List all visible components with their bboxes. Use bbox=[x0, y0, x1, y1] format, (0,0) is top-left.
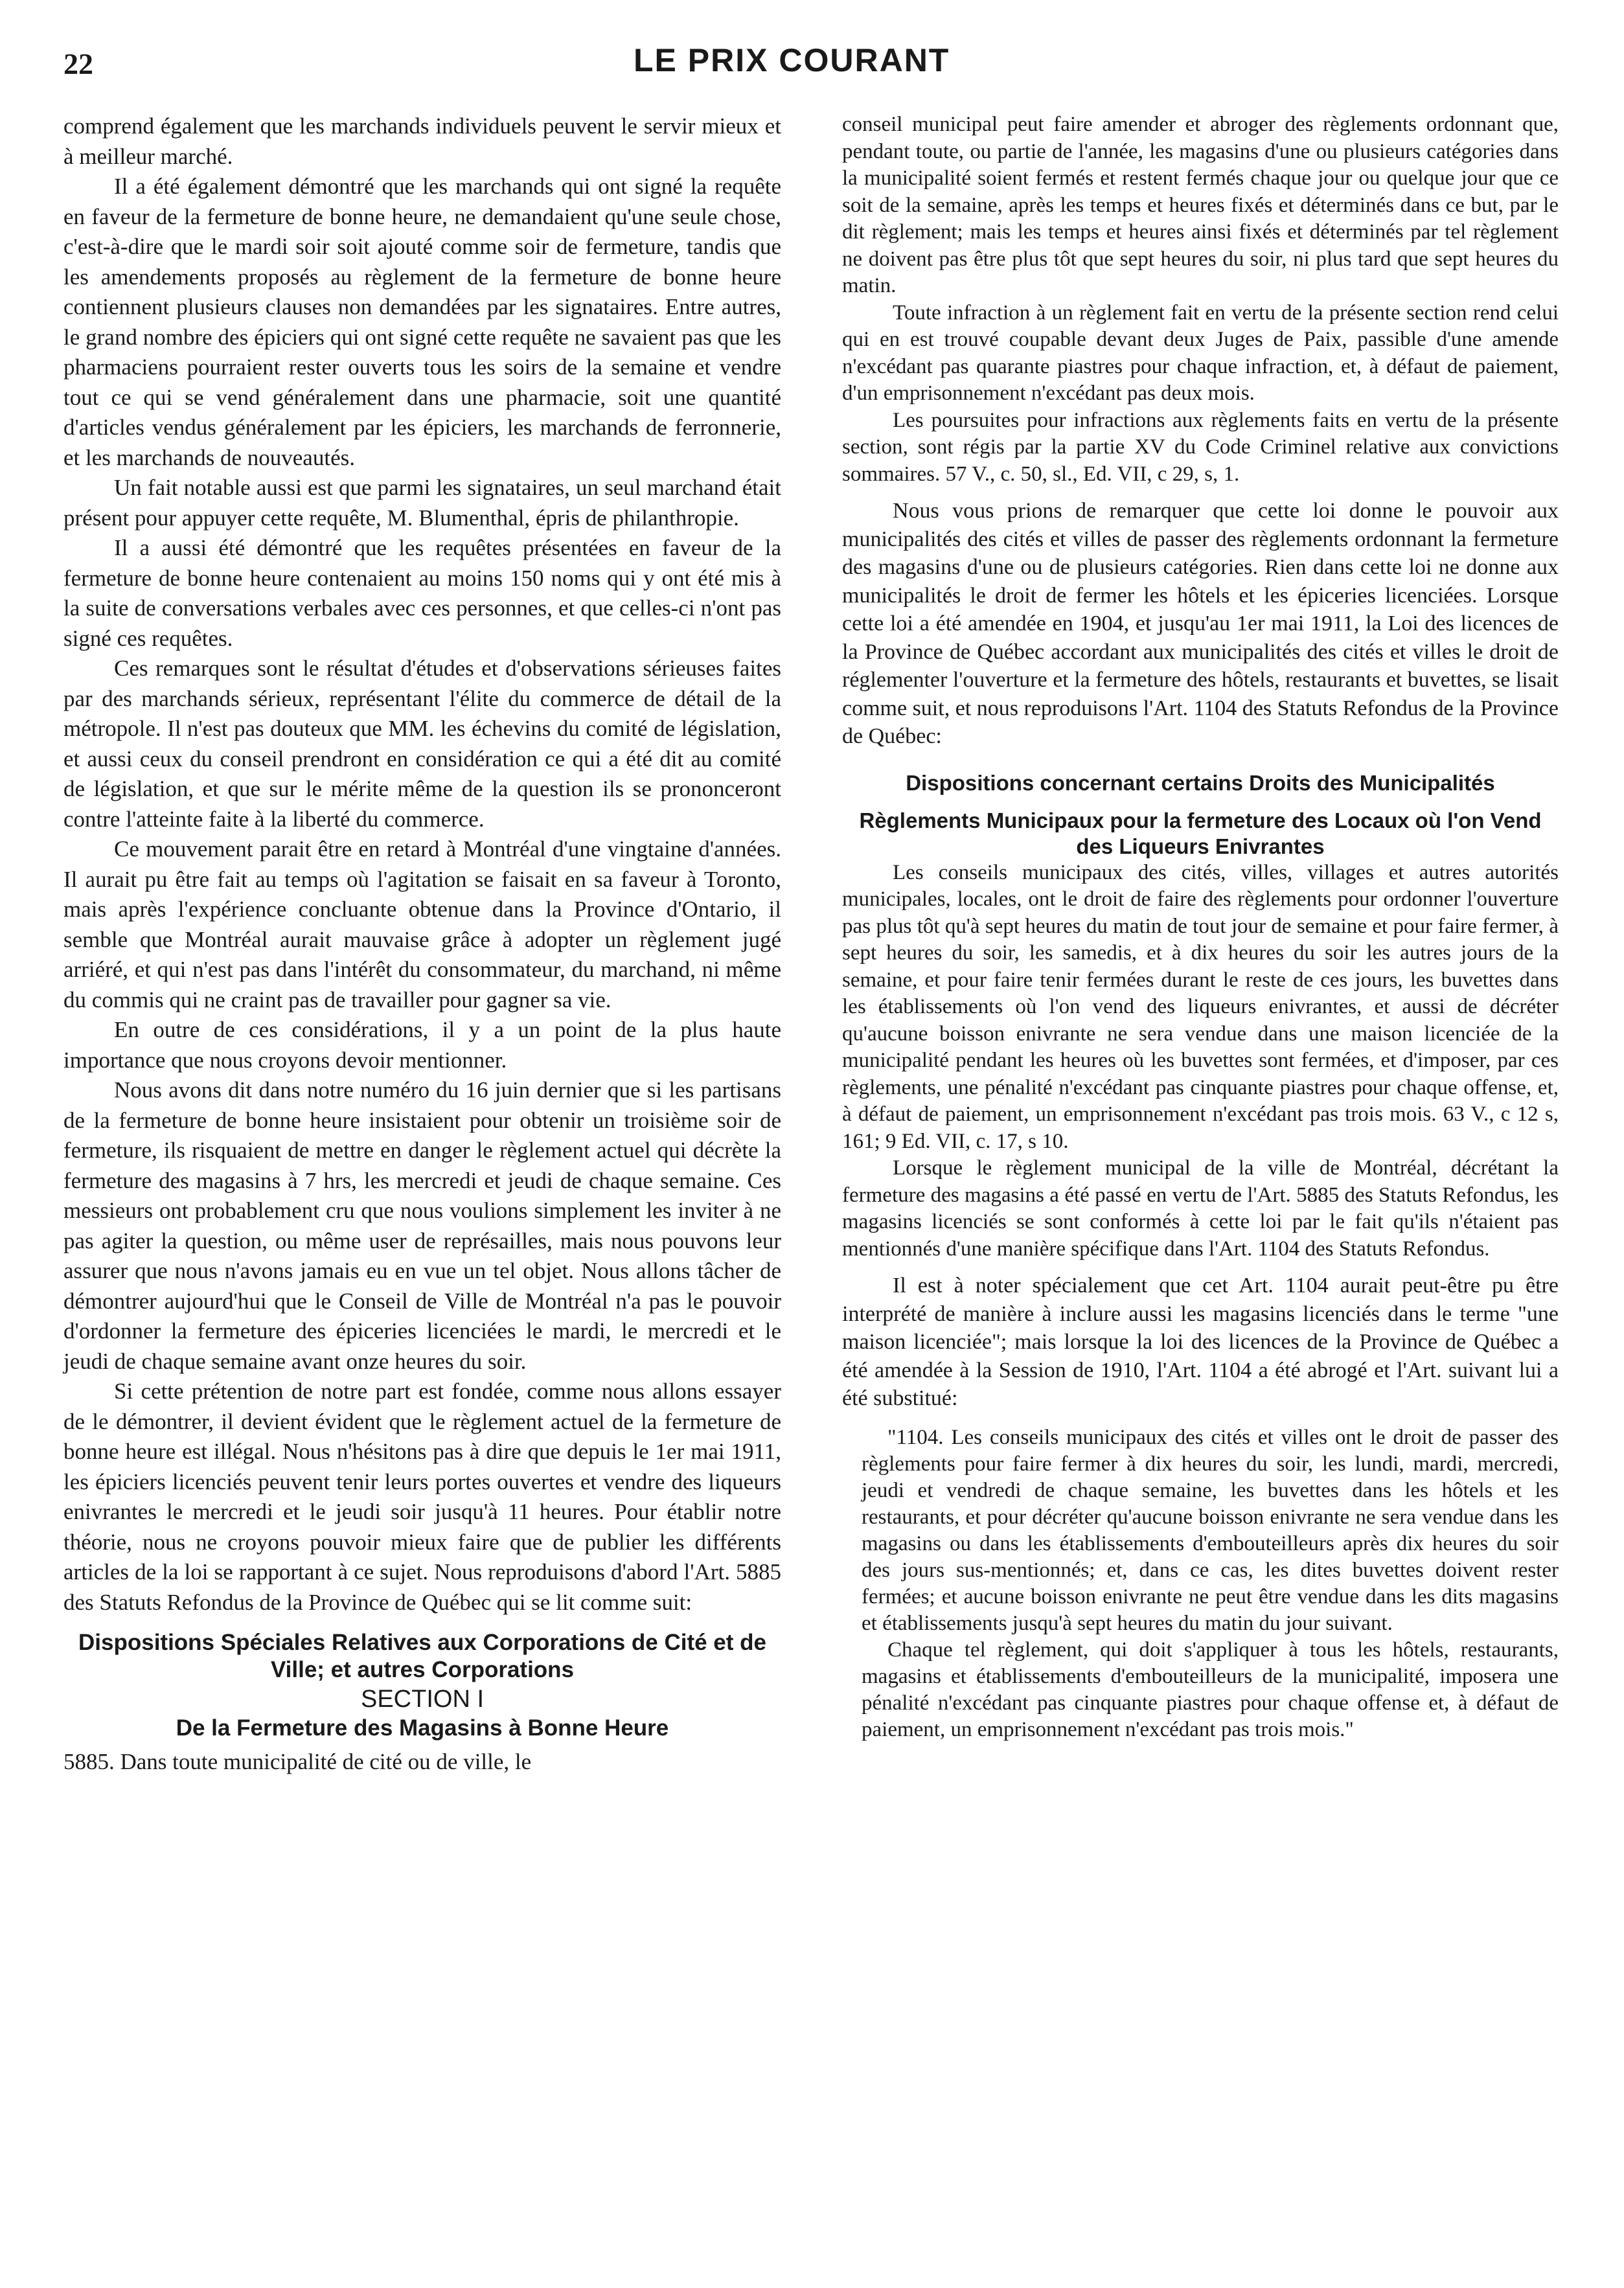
paragraph: Les poursuites pour infractions aux règlements faits en vertu de la présente section, sont régis par la partie XV du Code Criminel relative aux convictions sommaires. 57 V., c. 50, sl., Ed. VII, c 29, s, 1. bbox=[842, 408, 1559, 486]
page-number: 22 bbox=[63, 47, 93, 80]
paragraph: Les conseils municipaux des cités, villes, villages et autres autorités municipales, locales, ont le droit de faire des règlements pour ordonner l'ouverture pas plus tôt qu'à sept heures du matin de tout jour de semaine et pour faire fermer, à sept heures du soir, les samedis, et à dix heures du soir les autres jours de la semaine, et pour faire tenir fermées durant le reste de ces jours, les buvettes dans les établissements où l'on vend des liqueurs enivrantes, et aussi de décréter qu'aucune boisson enivrante ne sera vendue dans une maison licenciée de la municipalité pendant les heures où les buvettes sont fermées, et d'imposer, par ces règlements, une pénalité n'excédant pas cinquante piastres pour chaque offense, et, à défaut de paiement, un emprisonnement n'excédant pas trois mois. 63 V., c 12 s, 161; 9 Ed. VII, c. 17, s 10. bbox=[842, 860, 1559, 1153]
running-title: LE PRIX COURANT bbox=[634, 42, 950, 78]
section-label: SECTION I bbox=[360, 1686, 485, 1713]
paragraph: Lorsque le règlement municipal de la ville de Montréal, décrétant la fermeture des magasins a été passé en vertu de l'Art. 5885 des Statuts Refondus, les magasins licenciés se sont conformés à cette loi par le fait qu'ils n'étaient pas mentionnés d'une manière spécifique dans l'Art. 1104 des Statuts Refondus. bbox=[842, 1156, 1559, 1261]
paragraph: conseil municipal peut faire amender et abroger des règlements ordonnant que, pendant toute, ou partie de l'année, les magasins d'une ou plusieurs catégories dans la municipalité soient fermés et restent fermés chaque jour ou quelque jour que ce soit de la semaine, après les temps et heures fixés et déterminés dans ce but, par le dit règlement; mais les temps et heures ainsi fixés et déterminés par tel règlement ne doivent pas être plus tôt que sept heures du soir, ni plus tard que sept heures du matin. bbox=[842, 113, 1559, 297]
paragraph: Ce mouvement parait être en retard à Montréal d'une vingtaine d'années. Il aurait pu être fait au temps où l'agitation se faisait en sa faveur à Toronto, mais après l'expérience concluante obtenue dans la Province d'Ontario, il semble que Montréal aurait mauvaise grâce à adopter un règlement jugé arriéré, et qui n'est pas dans l'intérêt du consommateur, du marchand, ni même du commis qui ne craint pas de travailler pour gagner sa vie. bbox=[63, 836, 781, 1012]
section-heading: Dispositions Spéciales Relatives aux Corporations de Cité et de Ville; et autres Corporations bbox=[78, 1630, 766, 1682]
paragraph: Un fait notable aussi est que parmi les signataires, un seul marchand était présent pour appuyer cette requête, M. Blumenthal, épris de philanthropie. bbox=[63, 475, 781, 531]
left-column bbox=[63, 111, 781, 1778]
paragraph: Nous avons dit dans notre numéro du 16 juin dernier que si les partisans de la fermeture de bonne heure insistaient pour obtenir un troisième soir de fermeture, ils risquaient de mettre en danger le règlement actuel qui décrète la fermeture des magasins à 7 hrs, les mercredi et jeudi de chaque semaine. Ces messieurs ont probablement cru que nous voulions simplement les inviter à ne pas agiter la question, ou même user de représailles, mais nous pouvons leur assurer que nous n'avons jamais eu en vue un tel objet. Nous allons tâcher de démontrer aujourd'hui que le Conseil de Ville de Montréal n'a pas le pouvoir d'ordonner la fermeture des épiceries licenciées le mardi, le mercredi et le jeudi de chaque semaine avant onze heures du soir. bbox=[63, 1077, 781, 1374]
section-subheading: De la Fermeture des Magasins à Bonne Heure bbox=[176, 1715, 669, 1741]
section-heading: Dispositions concernant certains Droits des Municipalités bbox=[906, 770, 1495, 795]
paragraph: Il a aussi été démontré que les requêtes présentées en faveur de la fermeture de bonne heure contenaient au moins 150 noms qui y ont été mis à la suite de conversations verbales avec ces personnes, et que celles-ci n'ont pas signé ces requêtes. bbox=[63, 535, 781, 651]
paragraph: Nous vous prions de remarquer que cette loi donne le pouvoir aux municipalités des cités et villes de passer des règlements ordonnant la fermeture des magasins d'une ou de plusieurs catégories. Rien dans cette loi ne donne aux municipalités le droit de fermer les hôtels et les épiceries licenciées. Lorsque cette loi a été amendée en 1904, et jusqu'au 1er mai 1911, la Loi des licences de la Province de Québec accordant aux municipalités des cités et villes le droit de réglementer l'ouverture et la fermeture des hôtels, restaurants et buvettes, se lisait comme suit, et nous reproduisons l'Art. 1104 des Statuts Refondus de la Province de Québec: bbox=[842, 499, 1559, 748]
quoted-article: Chaque tel règlement, qui doit s'appliquer à tous les hôtels, restaurants, magasins et établissements d'embouteilleurs de la municipalité, imposera une pénalité n'excédant pas cinquante piastres pour chaque offense et, à défaut de paiement, un emprisonnement n'excédant pas trois mois." bbox=[862, 1638, 1559, 1741]
paragraph: 5885. Dans toute municipalité de cité ou de ville, le bbox=[63, 1749, 532, 1774]
paragraph: Ces remarques sont le résultat d'études et d'observations sérieuses faites par des marchands sérieux, représentant l'élite du commerce de détail de la métropole. Il n'est pas douteux que MM. les échevins du comité de législation, et aussi ceux du conseil prendront en considération ce qui a été dit au comité de législation, et que sur le mérite même de la question ils se prononceront contre l'atteinte faite à la liberté du commerce. bbox=[63, 656, 781, 832]
paragraph: Il a été également démontré que les marchands qui ont signé la requête en faveur de la fermeture de bonne heure, ne demandaient qu'une seule chose, c'est-à-dire que le mardi soir soit ajouté comme soir de fermeture, tandis que les amendements proposés au règlement de la fermeture de bonne heure contiennent plusieurs clauses non demandées par les signataires. Entre autres, le grand nombre des épiciers qui ont signé cette requête ne savaient pas que les pharmaciens pourraient rester ouverts tous les soirs de la semaine et vendre tout ce qui se vend généralement dans une pharmacie, soit une quantité d'articles vendus généralement par les épiciers, les marchands de ferronnerie, et les marchands de nouveautés. bbox=[63, 174, 781, 470]
right-column bbox=[842, 111, 1559, 1743]
quoted-article: "1104. Les conseils municipaux des cités et villes ont le droit de passer des règlements pour faire fermer à dix heures du soir, les lundi, mardi, mercredi, jeudi et vendredi de chaque semaine, les buvettes dans les hôtels et les restaurants, et pour décréter qu'aucune boisson enivrante ne sera vendue dans les magasins ou dans les établissements d'embouteilleurs après dix heures du soir des jours sus-mentionnés; et, dans ce cas, les dites buvettes doivent rester fermées; et aucune boisson enivrante ne peut être vendue dans les dits magasins et établissements jusqu'à sept heures du matin du jour suivant. bbox=[862, 1425, 1559, 1635]
section-subheading: Règlements Municipaux pour la fermeture des Locaux où l'on Vend des Liqueurs Enivrantes bbox=[859, 808, 1542, 858]
paragraph: Toute infraction à un règlement fait en vertu de la présente section rend celui qui en est trouvé coupable devant deux Juges de Paix, passible d'une amende n'excédant pas quarante piastres pour chaque infraction, et, à défaut de paiement, d'un emprisonnement n'excédant pas deux mois. bbox=[842, 301, 1559, 405]
page-header bbox=[63, 41, 970, 87]
paragraph: Si cette prétention de notre part est fondée, comme nous allons essayer de le démontrer, il devient évident que le règlement actuel de la fermeture de bonne heure est illégal. Nous n'hésitons pas à dire que depuis le 1er mai 1911, les épiciers licenciés peuvent tenir leurs portes ouvertes et vendre des liqueurs enivrantes le mercredi et le jeudi soir jusqu'à 11 heures. Pour établir notre théorie, nous ne croyons pouvoir mieux faire que de publier les différents articles de la loi se rapportant à ce sujet. Nous reproduisons d'abord l'Art. 5885 des Statuts Refondus de la Province de Québec qui se lit comme suit: bbox=[63, 1379, 781, 1615]
paragraph: Il est à noter spécialement que cet Art. 1104 aurait peut-être pu être interprété de manière à inclure aussi les magasins licenciés dans le terme "une maison licenciée"; mais lorsque la loi des licences de la Province de Québec a été amendée à la Session de 1910, l'Art. 1104 a été abrogé et l'Art. suivant lui a été substitué: bbox=[842, 1274, 1559, 1410]
paragraph: En outre de ces considérations, il y a un point de la plus haute importance que nous croyons devoir mentionner. bbox=[63, 1017, 781, 1073]
paragraph: comprend également que les marchands individuels peuvent le servir mieux et à meilleur marché. bbox=[63, 113, 781, 169]
